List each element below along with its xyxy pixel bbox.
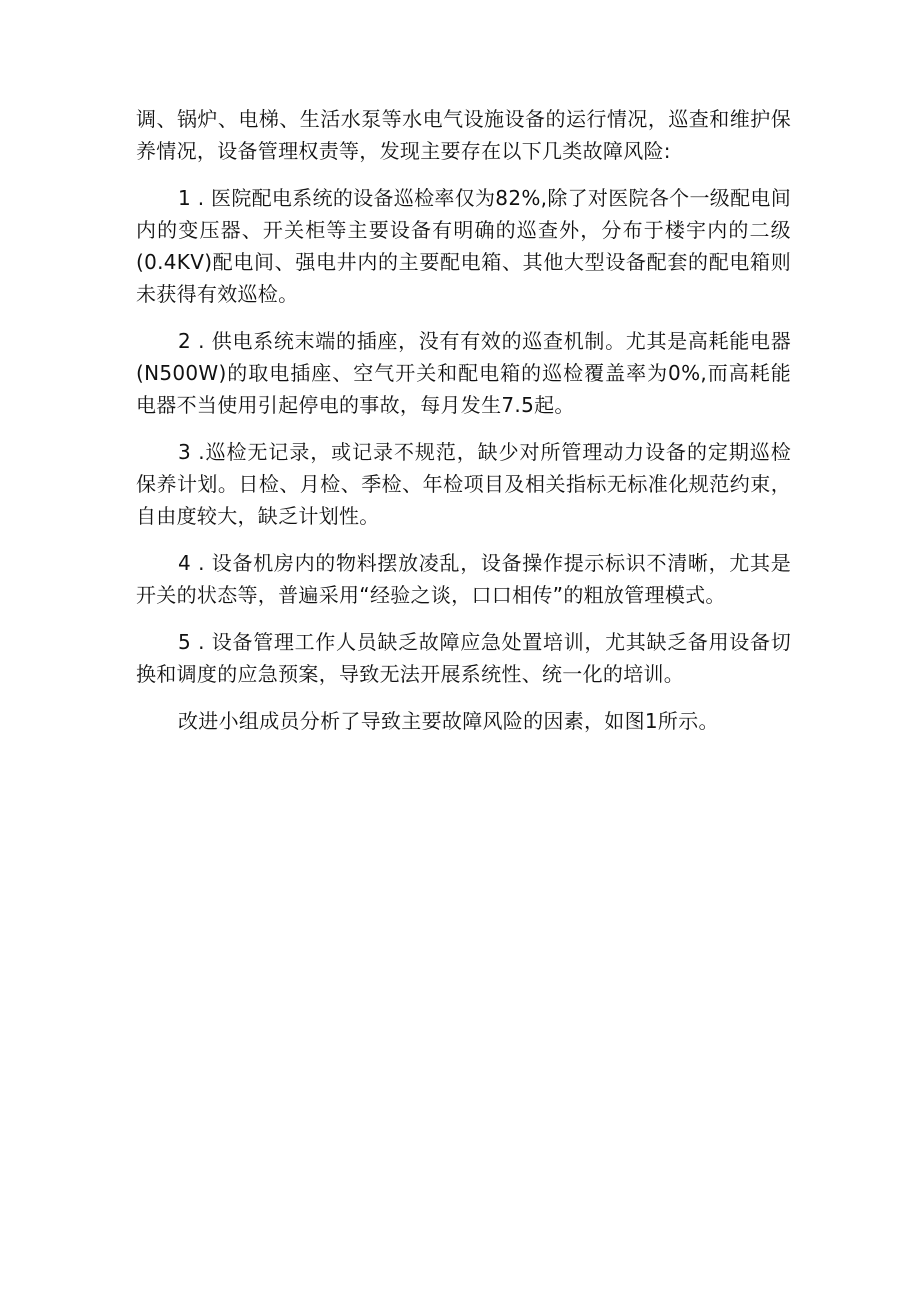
paragraph-item-4: 4 . 设备机房内的物料摆放凌乱，设备操作提示标识不清晰，尤其是开关的状态等，普遍采用“经验之谈，口口相传”的粗放管理模式。 xyxy=(136,551,791,607)
paragraph-intro: 调、锅炉、电梯、生活水泵等水电气设施设备的运行情况，巡查和维护保养情况，设备管理权责等，发现主要存在以下几类故障风险: xyxy=(136,107,791,163)
paragraph-item-5: 5 . 设备管理工作人员缺乏故障应急处置培训，尤其缺乏备用设备切换和调度的应急预案，导致无法开展系统性、统一化的培训。 xyxy=(136,630,791,686)
paragraph-item-1: 1 . 医院配电系统的设备巡检率仅为82%,除了对医院各个一级配电间内的变压器、开关柜等主要设备有明确的巡查外，分布于楼宇内的二级(0.4KV)配电间、强电井内的主要配电箱、其他大型设备配套的配电箱则未获得有效巡检。 xyxy=(136,186,791,306)
paragraph-item-3: 3 .巡检无记录，或记录不规范，缺少对所管理动力设备的定期巡检保养计划。日检、月检、季检、年检项目及相关指标无标准化规范约束，自由度较大，缺乏计划性。 xyxy=(136,440,791,528)
document-body xyxy=(136,103,791,737)
paragraph-item-2: 2 . 供电系统末端的插座，没有有效的巡查机制。尤其是高耗能电器(N500W)的取电插座、空气开关和配电箱的巡检覆盖率为0%,而高耗能电器不当使用引起停电的事故，每月发生7.5起。 xyxy=(136,329,791,417)
paragraph-conclusion: 改进小组成员分析了导致主要故障风险的因素，如图1所示。 xyxy=(178,709,719,733)
